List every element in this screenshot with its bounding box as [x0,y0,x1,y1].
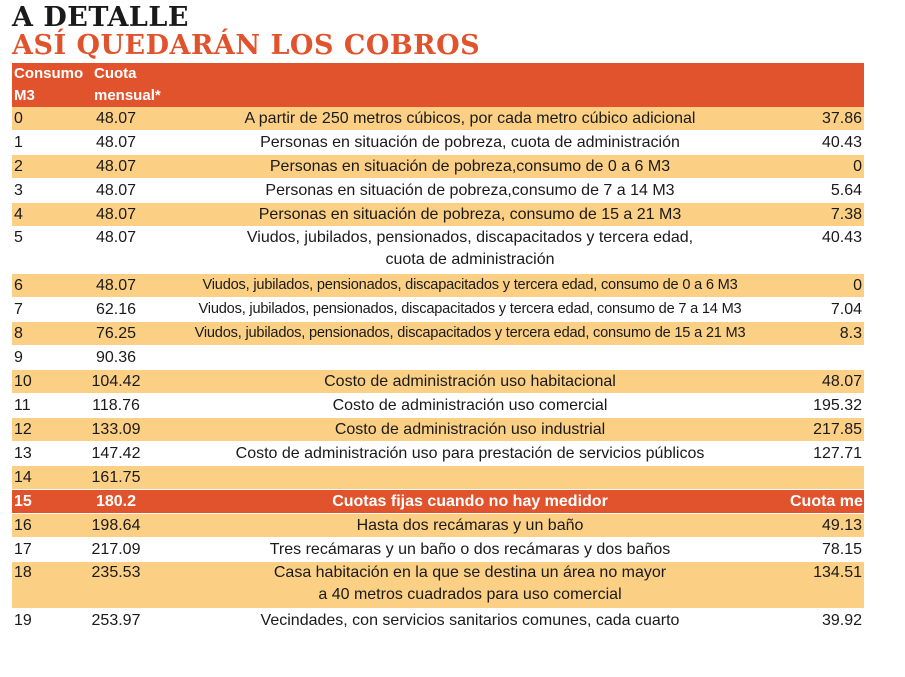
header-empty [152,63,788,85]
description-line: Viudos, jubilados, pensionados, discapacitados y tercera edad, [246,229,694,246]
cell-consumo: 10 [12,370,80,394]
description-line: Vecindades, con servicios sanitarios comunes, cada cuarto [260,612,680,629]
cell-cuota: 48.07 [80,107,152,131]
description-line: Personas en situación de pobreza,consumo de 7 a 14 M3 [265,182,675,199]
cell-consumo: 14 [12,466,80,490]
title-block [12,4,480,60]
cell-value: 7.04 [788,298,864,322]
description-line: Costo de administración uso industrial [334,421,606,438]
cell-consumo: 8 [12,322,80,346]
cell-cuota: 48.07 [80,179,152,203]
cell-description [152,155,788,179]
description-line: Viudos, jubilados, pensionados, discapacitados y tercera edad, consumo de 0 a 6 M3 [202,277,738,293]
cell-consumo: 13 [12,442,80,466]
cell-description [152,203,788,227]
cell-description [152,418,788,442]
cell-description [152,514,788,538]
table-row [12,394,864,418]
cell-cuota: 48.07 [80,274,152,298]
cell-consumo: 4 [12,203,80,227]
description-line: Viudos, jubilados, pensionados, discapacitados y tercera edad, consumo de 15 a 21 M3 [194,325,746,341]
table-row [12,227,864,274]
cell-description [152,107,788,131]
cell-cuota: 133.09 [80,418,152,442]
cell-description [152,322,788,346]
cell-value: 195.32 [788,394,864,418]
cell-description [152,370,788,394]
description-line: Hasta dos recámaras y un baño [356,517,584,534]
cell-cuota: 48.07 [80,203,152,227]
table-row [12,346,864,370]
table-header-row [12,63,864,85]
cell-consumo: 19 [12,609,80,633]
header-empty [152,85,788,107]
cell-consumo: 9 [12,346,80,370]
table-row [12,131,864,155]
header-empty [788,85,864,107]
table-row [12,609,864,633]
cell-description [152,227,788,274]
cell-description [152,274,788,298]
table-row [12,370,864,394]
cell-description [152,394,788,418]
cell-cuota: 48.07 [80,227,152,274]
table-header-row [12,85,864,107]
cell-value: 0 [788,155,864,179]
cell-description [152,466,788,490]
cell-description [152,131,788,155]
cell-value: 8.3 [788,322,864,346]
cell-cuota: 217.09 [80,538,152,562]
description-line: Cuotas fijas cuando no hay medidor [332,493,608,510]
cell-description [152,298,788,322]
description-line: a 40 metros cuadrados para uso comercial [318,586,622,603]
description-line: Costo de administración uso comercial [332,397,608,414]
cell-consumo: 18 [12,562,80,609]
cell-consumo: 1 [12,131,80,155]
table-row [12,442,864,466]
cell-value [788,346,864,370]
table-row [12,466,864,490]
cell-description [152,562,788,609]
page-title: A DETALLE [12,2,189,33]
rates-table [12,63,905,633]
cell-consumo: 3 [12,179,80,203]
table-row [12,490,864,514]
cell-cuota: 253.97 [80,609,152,633]
cell-cuota: 198.64 [80,514,152,538]
cell-description [152,442,788,466]
column-header-mensual: mensual* [80,85,152,107]
table-row [12,538,864,562]
cell-value: 48.07 [788,370,864,394]
table-row [12,179,864,203]
table-row [12,203,864,227]
column-header-consumo: Consumo [12,63,80,85]
cell-description [152,609,788,633]
cell-cuota: 161.75 [80,466,152,490]
cell-cuota: 235.53 [80,562,152,609]
cell-cuota: 62.16 [80,298,152,322]
cell-consumo: 11 [12,394,80,418]
cell-consumo: 2 [12,155,80,179]
table-row [12,418,864,442]
cell-value: 0 [788,274,864,298]
table-row [12,274,864,298]
cell-value: 78.15 [788,538,864,562]
column-header-m3: M3 [12,85,80,107]
cell-value: 49.13 [788,514,864,538]
column-header-cuota: Cuota [80,63,152,85]
cell-value: 39.92 [788,609,864,633]
cell-value: 134.51 [788,562,864,609]
table-row [12,298,864,322]
cell-cuota: 104.42 [80,370,152,394]
cell-consumo: 17 [12,538,80,562]
cell-value: Cuota mensual [788,490,864,514]
cell-consumo: 16 [12,514,80,538]
table-row [12,155,864,179]
cell-cuota: 118.76 [80,394,152,418]
cell-description [152,490,788,514]
cell-consumo: 7 [12,298,80,322]
cell-value: 127.71 [788,442,864,466]
cell-consumo: 5 [12,227,80,274]
description-line: cuota de administración [385,251,555,268]
description-line: Costo de administración uso para prestación de servicios públicos [235,445,705,462]
description-line: A partir de 250 metros cúbicos, por cada metro cúbico adicional [244,110,696,127]
cell-description [152,538,788,562]
cell-value [788,466,864,490]
description-line: Costo de administración uso habitacional [324,373,616,390]
cell-cuota: 147.42 [80,442,152,466]
description-line: Personas en situación de pobreza,consumo de 0 a 6 M3 [269,158,671,175]
description-line: Personas en situación de pobreza, consumo de 15 a 21 M3 [258,206,682,223]
cell-cuota: 48.07 [80,131,152,155]
cell-value: 5.64 [788,179,864,203]
cell-value: 7.38 [788,203,864,227]
cell-cuota: 76.25 [80,322,152,346]
cell-description [152,346,788,370]
cell-cuota: 180.2 [80,490,152,514]
cell-consumo: 15 [12,490,80,514]
cell-consumo: 6 [12,274,80,298]
description-line: Viudos, jubilados, pensionados, discapacitados y tercera edad, consumo de 7 a 14 M3 [198,301,742,317]
cell-value: 40.43 [788,131,864,155]
cell-cuota: 90.36 [80,346,152,370]
page-subtitle: ASÍ QUEDARÁN LOS COBROS [12,30,481,61]
cell-description [152,179,788,203]
header-empty [788,63,864,85]
table-row [12,107,864,131]
cell-consumo: 0 [12,107,80,131]
description-line: Tres recámaras y un baño o dos recámaras y dos baños [269,541,671,558]
cell-value: 40.43 [788,227,864,274]
cell-value: 217.85 [788,418,864,442]
table-row [12,514,864,538]
cell-consumo: 12 [12,418,80,442]
cell-cuota: 48.07 [80,155,152,179]
description-line: Casa habitación en la que se destina un área no mayor [273,564,667,581]
cell-value: 37.86 [788,107,864,131]
description-line: Personas en situación de pobreza, cuota de administración [260,134,680,151]
table-row [12,322,864,346]
table-row [12,562,864,609]
